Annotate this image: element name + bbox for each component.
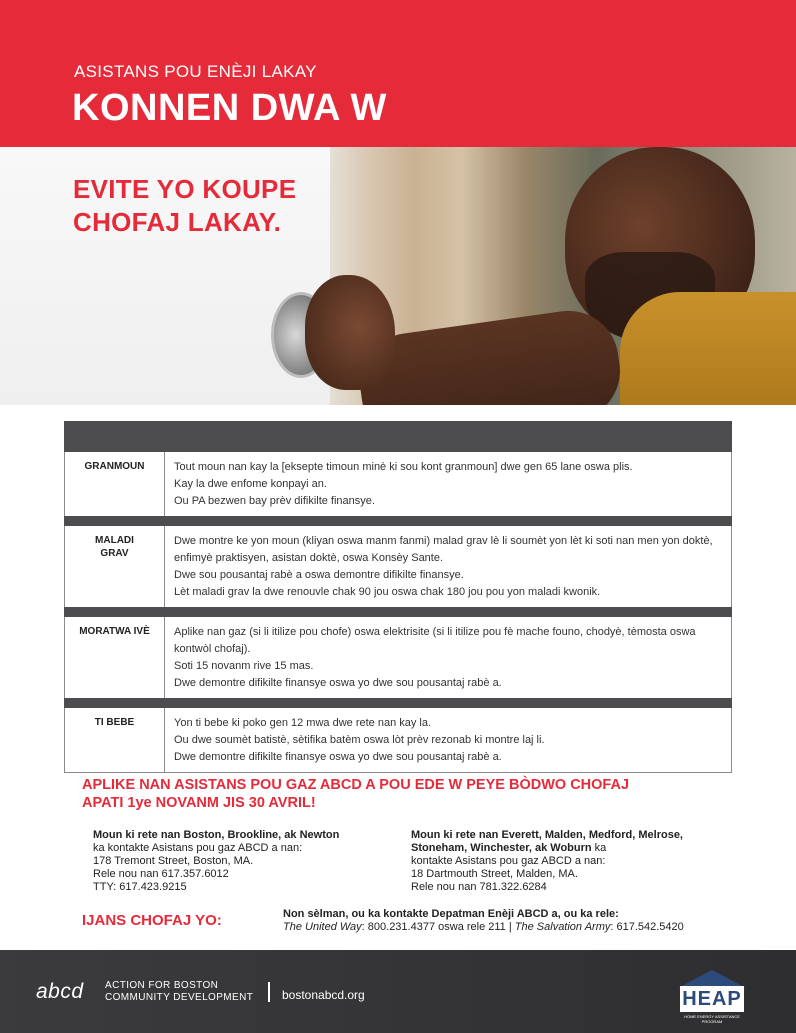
person-arm bbox=[354, 304, 627, 405]
row-line: Ou dwe soumèt batistè, sètifika batèm oswa lòt prèv rezonab ki montre laj li. bbox=[174, 734, 545, 746]
row-label: MORATWA IVÈ bbox=[65, 617, 165, 698]
contact-phone: Rele nou nan 617.357.6012 bbox=[93, 868, 229, 880]
hero-image bbox=[0, 147, 796, 405]
person-shirt bbox=[620, 292, 796, 405]
header-banner bbox=[0, 0, 796, 147]
apply-line1: APLIKE NAN ASISTANS POU GAZ ABCD A POU EDE W PEYE BÒDWO CHOFAJ bbox=[82, 777, 630, 793]
row-separator bbox=[64, 607, 732, 617]
row-line: Ou PA bezwen bay prèv difikilte finansye. bbox=[174, 495, 375, 507]
website-link[interactable]: bostonabcd.org bbox=[282, 988, 365, 1002]
row-line: Kay la dwe enfome konpayi an. bbox=[174, 478, 327, 490]
salvation-army-number: : 617.542.5420 bbox=[610, 921, 684, 933]
row-separator bbox=[64, 516, 732, 526]
rights-table bbox=[64, 421, 732, 773]
heap-wordmark: HEAP bbox=[680, 986, 744, 1012]
apply-line2: APATI 1ye NOVANM JIS 30 AVRIL! bbox=[82, 795, 316, 811]
table-header-bar bbox=[64, 421, 732, 452]
row-label: TI BEBE bbox=[65, 708, 165, 772]
hero-headline-line2: CHOFAJ LAKAY. bbox=[73, 207, 282, 237]
hotlines-info bbox=[283, 908, 743, 934]
row-line: Dwe demontre difikilte finansye oswa yo dwe sou pousantaj rabè a. bbox=[174, 751, 502, 763]
row-line: Aplike nan gaz (si li itilize pou chofe) oswa elektrisite (si li itilize pou fè mache founo, chodyè, tèmosta oswa kontwòl chofaj). bbox=[174, 626, 696, 655]
row-label: GRANMOUN bbox=[65, 452, 165, 516]
person-hand bbox=[305, 275, 395, 390]
contact-line: ka kontakte Asistans pou gaz ABCD a nan: bbox=[93, 842, 303, 854]
contact-heading: Moun ki rete nan Boston, Brookline, ak Newton bbox=[93, 829, 340, 841]
page-title: KONNEN DWA W bbox=[72, 87, 387, 129]
contact-phone: Rele nou nan 781.322.6284 bbox=[411, 881, 547, 893]
header-kicker: ASISTANS POU ENÈJI LAKAY bbox=[74, 62, 317, 81]
hero-headline bbox=[73, 173, 296, 239]
united-way-numbers: : 800.231.4377 oswa rele 211 | bbox=[361, 921, 515, 933]
hotlines-title: IJANS CHOFAJ YO: bbox=[82, 912, 222, 929]
org-salvation-army: The Salvation Army bbox=[514, 921, 611, 933]
footer bbox=[0, 950, 796, 1033]
row-text bbox=[165, 452, 731, 516]
table-row bbox=[64, 452, 732, 516]
row-line: Lèt maladi grav la dwe renouvle chak 90 jou oswa chak 180 jou pou yon maladi kwonik. bbox=[174, 586, 601, 598]
row-line: Tout moun nan kay la [eksepte timoun minè ki sou kont granmoun] dwe gen 65 lane oswa plis. bbox=[174, 461, 633, 473]
abcd-logo: abcd bbox=[36, 980, 84, 1003]
org-united-way: The United Way bbox=[283, 921, 362, 933]
footer-divider bbox=[268, 982, 270, 1002]
org-name-line1: ACTION FOR BOSTON bbox=[105, 980, 219, 991]
contact-boston bbox=[93, 829, 393, 894]
contact-address: 178 Tremont Street, Boston, MA. bbox=[93, 855, 254, 867]
table-row bbox=[64, 526, 732, 607]
contact-heading: Moun ki rete nan Everett, Malden, Medford, Melrose, Stoneham, Winchester, ak Woburn bbox=[411, 829, 683, 854]
row-line: Dwe montre ke yon moun (kliyan oswa manm fanmi) malad grav lè li soumèt yon lèt ki soti nan men yon doktè, enfimyè praktisyen, asistan doktè, oswa Konsèy Sante. bbox=[174, 535, 713, 564]
table-row bbox=[64, 708, 732, 773]
table-row bbox=[64, 617, 732, 698]
row-line: Yon ti bebe ki poko gen 12 mwa dwe rete nan kay la. bbox=[174, 717, 432, 729]
row-text bbox=[165, 526, 731, 607]
contact-tty: TTY: 617.423.9215 bbox=[93, 881, 187, 893]
contact-heading-suffix: ka bbox=[591, 842, 607, 854]
org-name-line2: COMMUNITY DEVELOPMENT bbox=[105, 992, 254, 1003]
org-name bbox=[105, 980, 253, 1004]
contact-address: 18 Dartmouth Street, Malden, MA. bbox=[411, 868, 578, 880]
heap-logo bbox=[672, 966, 752, 1022]
row-label: MALADI GRAV bbox=[65, 526, 165, 607]
hero-headline-line1: EVITE YO KOUPE bbox=[73, 174, 297, 204]
row-line: Dwe sou pousantaj rabè a oswa demontre difikilte finansye. bbox=[174, 569, 464, 581]
contact-line: kontakte Asistans pou gaz ABCD a nan: bbox=[411, 855, 606, 867]
row-text bbox=[165, 708, 731, 772]
heap-tagline: HOME ENERGY ASSISTANCE PROGRAM bbox=[684, 1014, 740, 1024]
row-line: Soti 15 novanm rive 15 mas. bbox=[174, 660, 314, 672]
apply-callout bbox=[82, 776, 722, 812]
row-separator bbox=[64, 698, 732, 708]
hotlines-heading: Non sèlman, ou ka kontakte Depatman Enèji ABCD a, ou ka rele: bbox=[283, 908, 619, 920]
row-text bbox=[165, 617, 731, 698]
row-line: Dwe demontre difikilte finansye oswa yo dwe sou pousantaj rabè a. bbox=[174, 677, 502, 689]
contact-malden bbox=[411, 829, 731, 894]
